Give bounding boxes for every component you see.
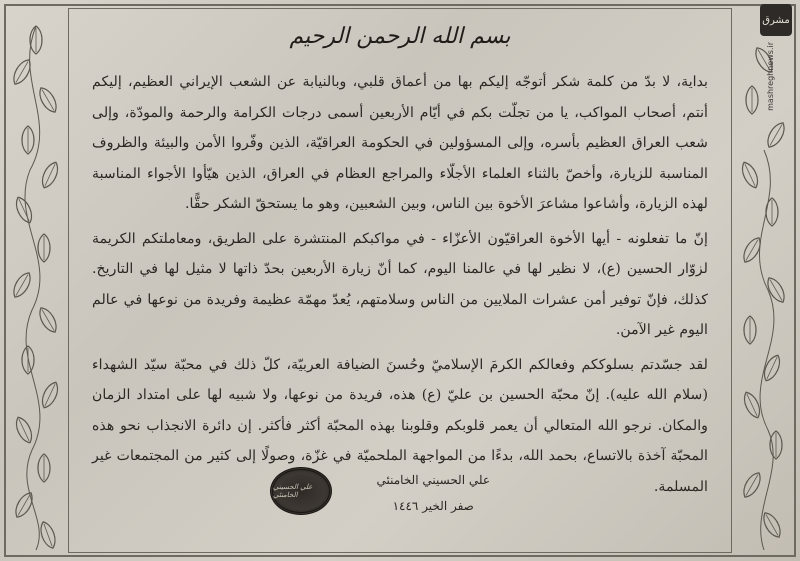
paragraph-2: إنّ ما تفعلونه - أيها الأخوة العراقيّون الأعزّاء - في مواكبكم المنتشرة على الطريق، ومعاملتكم الكريمة لزوّار الحسين (ع)، لا نظير لها في عالمنا اليوم، كما أنّ زيارة الأربعين بحدّ ذاتها لا مثيل لها في التاريخ. كذلك، فإنّ توفير أمن عشرات الملايين من الناس وسلامتهم، يُعدّ مهمّة عظيمة وفريدة من نوعها في عالم اليوم غير الآمن. — [92, 230, 708, 338]
paragraph-1: بداية، لا بدّ من كلمة شكر أتوجّه إليكم بها من أعماق قلبي، وبالنيابة عن الشعب الإيراني العظيم، إليكم أنتم، أصحاب المواكب، يا من تجلّت بكم في أيّام الأربعين أسمى درجات الكرامة والرحمة والمودّة، وإلى شعب العراق العظيم بأسره، وإلى المسؤولين في الحكومة العراقيّة، الذين وفّروا الأمن والبيئة والظروف المناسبة للزيارة، وأخصّ بالثناء العلماء الأجلّاء والمراجع العظام في العراق، الذين هيّأوا الأجواء المناسبة لهذه الزيارة، وأشاعوا مشاعرَ الأخوة بين الناس، وبين الشعبين، وهو ما يستحقّ الشكر حقًّا. — [92, 74, 708, 212]
signer-info — [376, 467, 490, 519]
watermark-url: mashreghnews.ir — [766, 42, 775, 111]
seal-lettering: علي الحسيني الخامنئي — [273, 483, 313, 499]
official-seal — [270, 467, 332, 515]
site-watermark — [760, 4, 798, 124]
watermark-logo: مشرق — [760, 4, 792, 36]
signature-date: صفر الخير ١٤٤٦ — [392, 499, 474, 513]
basmala-heading: بسم الله الرحمن الرحيم — [289, 24, 511, 49]
paragraph-3: لقد جسّدتم بسلوككم وفعالكم الكرمَ الإسلاميّ وحُسنَ الضيافة العربيّة، كلّ ذلك في محبّة سيّد الشهداء (سلام الله عليه). إنّ محبّة الحسين بن عليّ (ع) هذه، فريدة من نوعها، ولا شبيه لها على امتداد الزمان والمكان. نرجو الله المتعالي أن يعمر قلوبكم وقلوبنا بهذه المحبّة أكثر فأكثر. إن دائرة الانجذاب نحو هذه المحبّة آخذة بالاتساع، بحمد الله، بدءًا من المواجهة الملحميّة في غزّة، وصولًا إلى كثير من المجتمعات غير المسلمة. — [92, 356, 708, 495]
signer-name: علي الحسيني الخامنئي — [376, 473, 490, 487]
signature-block — [230, 457, 530, 527]
